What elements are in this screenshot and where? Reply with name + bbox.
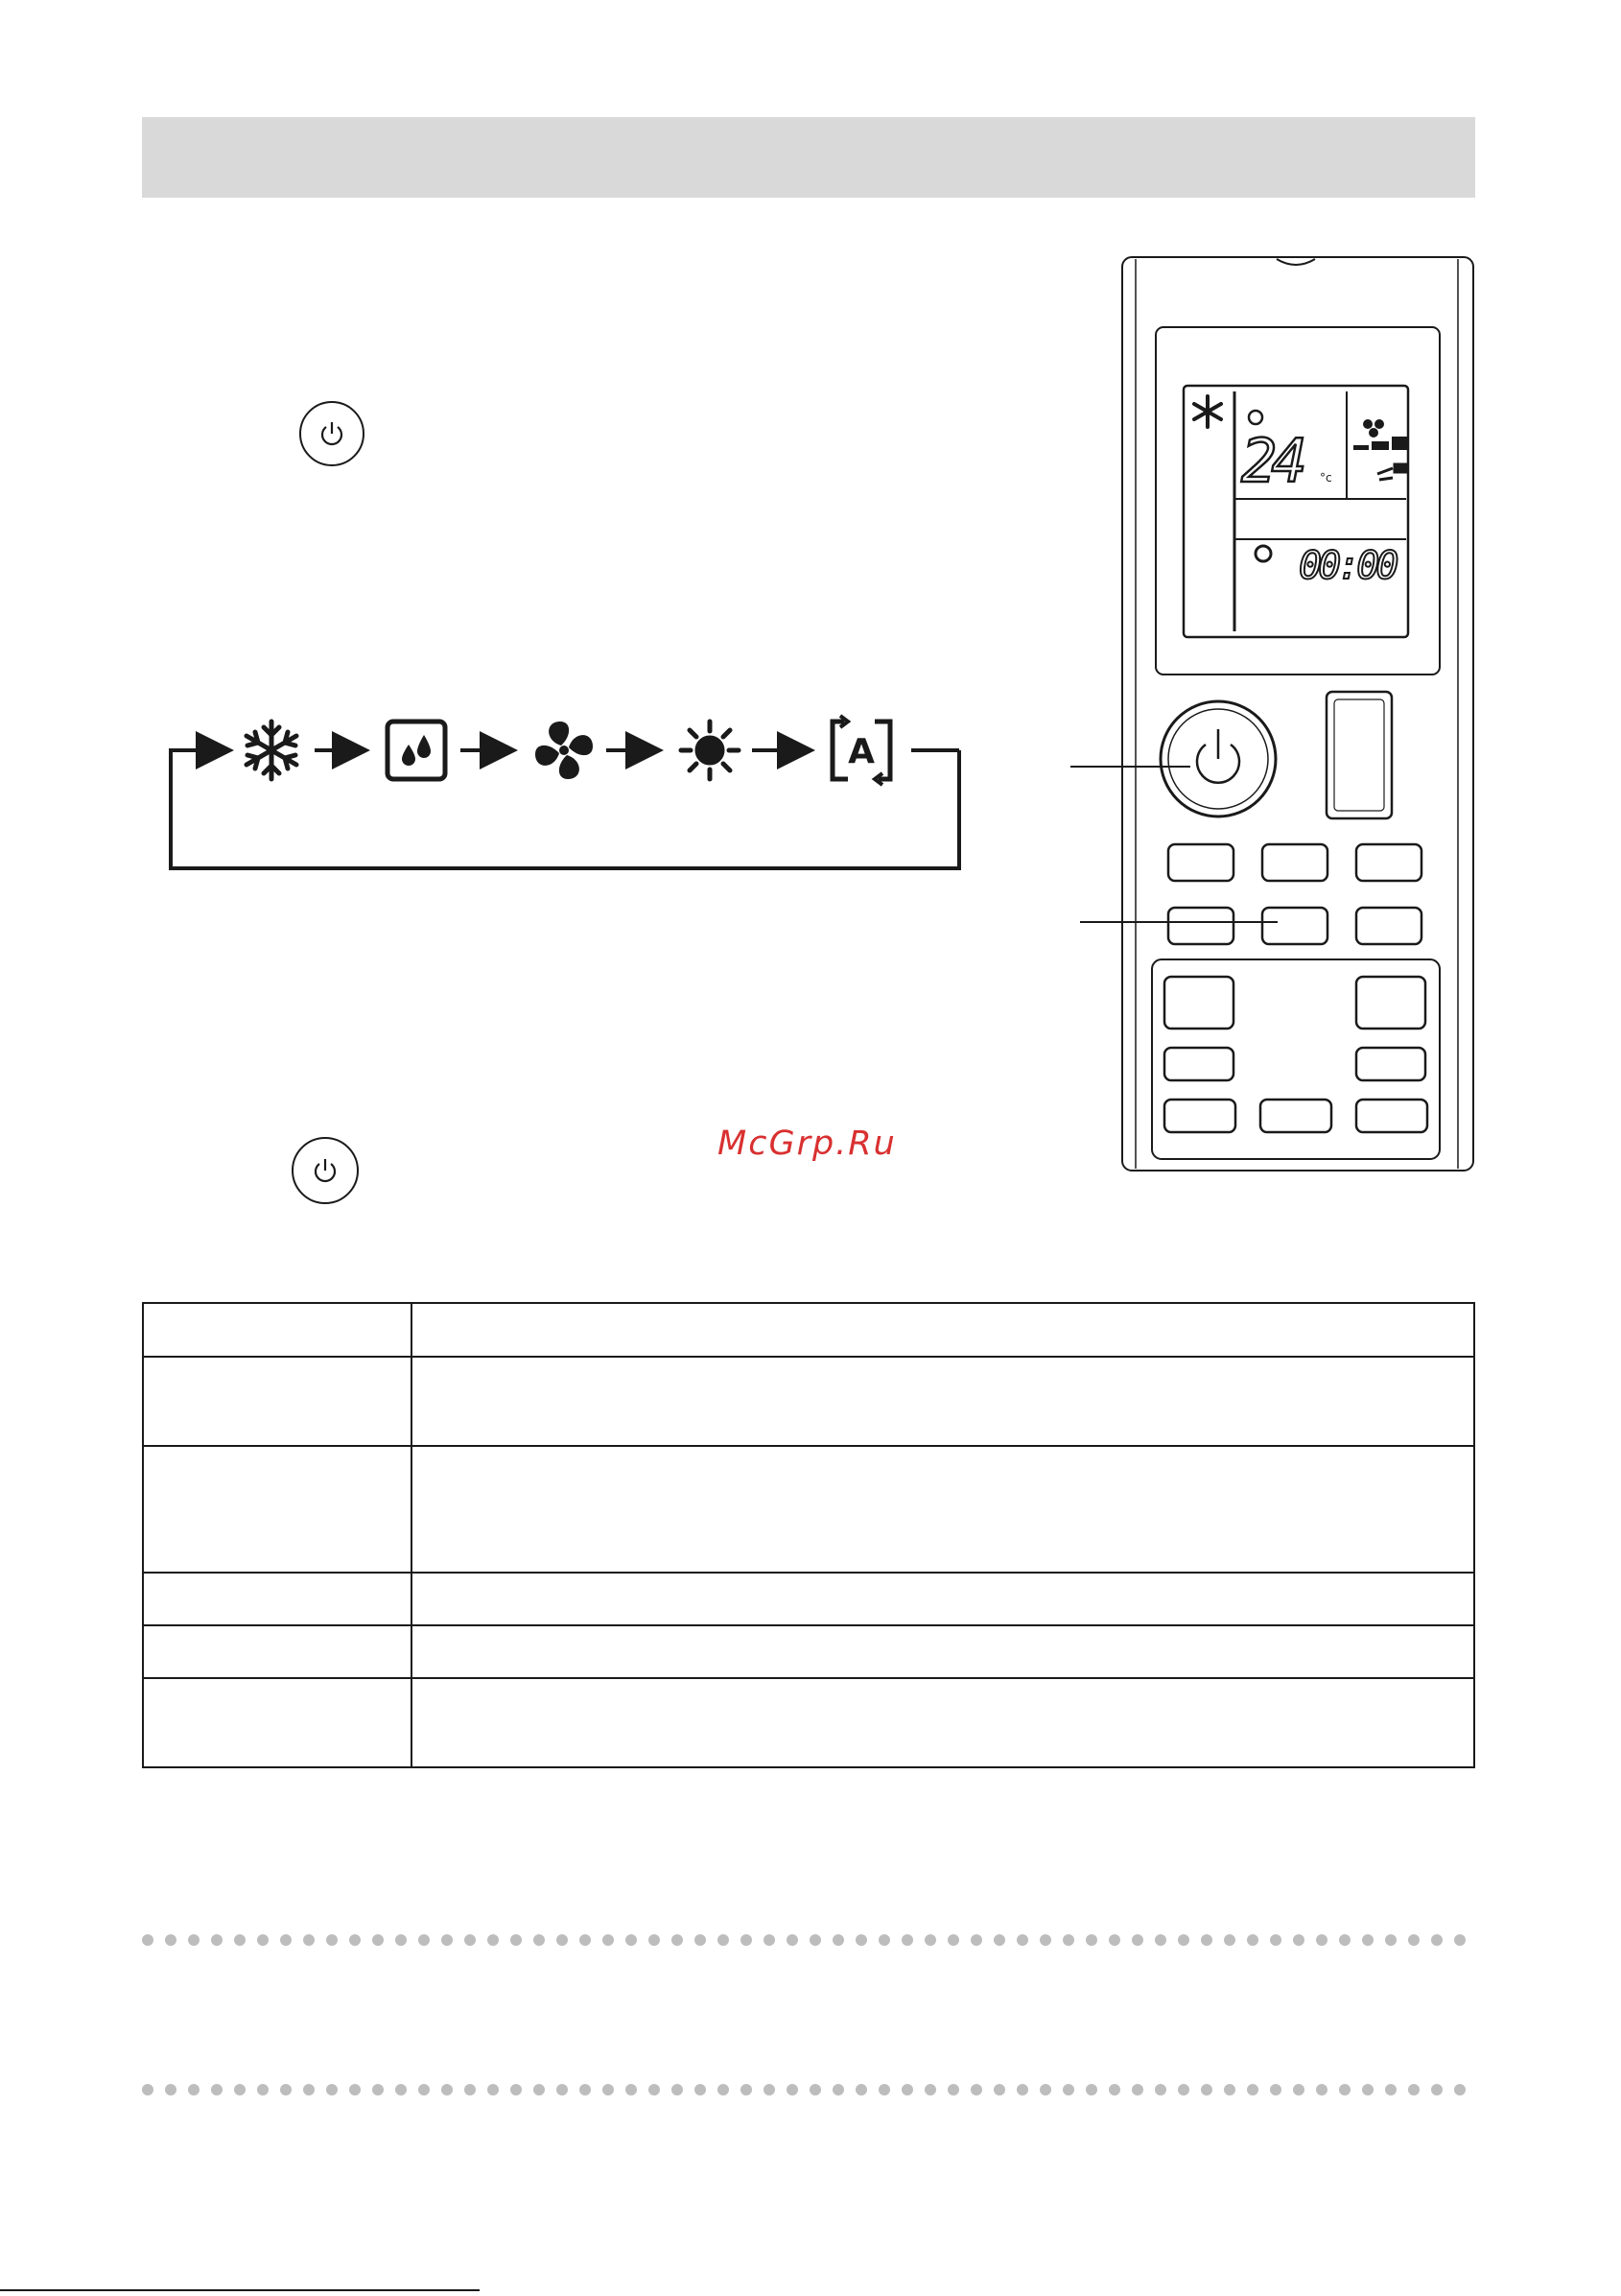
remote-button-r2c1[interactable]	[1168, 908, 1233, 944]
footer-rule	[0, 2289, 480, 2291]
table-cell	[411, 1573, 1474, 1625]
separator-dot	[441, 1934, 453, 1946]
separator-dot	[948, 2084, 959, 2095]
separator-dot	[1155, 2084, 1166, 2095]
separator-dot	[787, 1934, 798, 1946]
separator-dot	[810, 2084, 821, 2095]
separator-dot	[1408, 1934, 1420, 1946]
separator-dot	[1293, 1934, 1304, 1946]
mode-button[interactable]	[1262, 908, 1327, 944]
remote-button-r2c3[interactable]	[1356, 908, 1421, 944]
separator-dot	[326, 1934, 338, 1946]
separator-dot	[142, 2084, 153, 2095]
separator-dot	[1109, 1934, 1120, 1946]
remote-button-l2[interactable]	[1164, 1048, 1233, 1080]
separator-dot	[1339, 1934, 1351, 1946]
separator-dot	[902, 1934, 913, 1946]
remote-button-r1[interactable]	[1356, 977, 1425, 1029]
water-drop-icon	[388, 722, 445, 779]
separator-dot	[810, 1934, 821, 1946]
lcd-temperature: 24	[1241, 426, 1302, 496]
separator-dot	[1109, 2084, 1120, 2095]
separator-dot	[510, 1934, 522, 1946]
separator-dot	[234, 2084, 246, 2095]
separator-dot	[418, 1934, 430, 1946]
separator-dot	[257, 2084, 269, 2095]
table-row	[143, 1573, 1474, 1625]
separator-dot	[1040, 1934, 1051, 1946]
separator-dot	[648, 2084, 660, 2095]
fan-icon	[535, 722, 593, 779]
separator-dot	[257, 1934, 269, 1946]
table-cell	[411, 1678, 1474, 1767]
separator-dot	[717, 2084, 729, 2095]
separator-dot	[165, 2084, 176, 2095]
separator-dot	[856, 1934, 867, 1946]
remote-button-b3[interactable]	[1356, 1100, 1427, 1132]
table-row	[143, 1357, 1474, 1446]
power-button-icon	[299, 401, 364, 466]
power-icon	[309, 1154, 341, 1187]
separator-dot	[1247, 1934, 1258, 1946]
separator-dot	[487, 1934, 499, 1946]
separator-dot	[694, 2084, 706, 2095]
separator-dot	[833, 2084, 844, 2095]
separator-dot	[165, 1934, 176, 1946]
table-cell	[143, 1625, 411, 1678]
table-cell	[411, 1357, 1474, 1446]
separator-dot	[971, 1934, 982, 1946]
separator-dot	[1017, 1934, 1028, 1946]
separator-dot	[1224, 2084, 1235, 2095]
dotted-separator	[142, 2082, 1466, 2097]
separator-dot	[833, 1934, 844, 1946]
separator-dot	[533, 1934, 545, 1946]
sun-icon	[681, 722, 739, 779]
separator-dot	[211, 1934, 223, 1946]
separator-dot	[764, 2084, 775, 2095]
table-row	[143, 1625, 1474, 1678]
table-row	[143, 1303, 1474, 1357]
separator-dot	[1132, 1934, 1143, 1946]
separator-dot	[303, 2084, 315, 2095]
separator-dot	[625, 1934, 637, 1946]
separator-dot	[1178, 2084, 1189, 2095]
separator-dot	[1178, 1934, 1189, 1946]
separator-dot	[188, 1934, 200, 1946]
separator-dot	[856, 2084, 867, 2095]
watermark: McGrp.Ru	[717, 1124, 897, 1163]
remote-button-r1c1[interactable]	[1168, 844, 1233, 881]
separator-dot	[1454, 2084, 1466, 2095]
separator-dot	[464, 2084, 476, 2095]
table-cell	[143, 1357, 411, 1446]
separator-dot	[925, 1934, 936, 1946]
separator-dot	[1316, 1934, 1327, 1946]
remote-button-b2[interactable]	[1260, 1100, 1331, 1132]
separator-dot	[395, 1934, 407, 1946]
separator-dot	[717, 1934, 729, 1946]
remote-button-r2[interactable]	[1356, 1048, 1425, 1080]
remote-button-r1c2[interactable]	[1262, 844, 1327, 881]
separator-dot	[464, 1934, 476, 1946]
separator-dot	[556, 2084, 568, 2095]
separator-dot	[1017, 2084, 1028, 2095]
separator-dot	[280, 2084, 292, 2095]
separator-dot	[1201, 2084, 1212, 2095]
table-cell	[411, 1303, 1474, 1357]
separator-dot	[671, 1934, 683, 1946]
mode-table	[142, 1302, 1475, 1768]
table-cell	[143, 1446, 411, 1573]
separator-dot	[579, 1934, 591, 1946]
separator-dot	[349, 1934, 361, 1946]
table-cell	[411, 1446, 1474, 1573]
separator-dot	[1385, 2084, 1397, 2095]
separator-dot	[740, 1934, 752, 1946]
separator-dot	[740, 2084, 752, 2095]
separator-dot	[925, 2084, 936, 2095]
separator-dot	[648, 1934, 660, 1946]
separator-dot	[372, 1934, 384, 1946]
table-cell	[143, 1573, 411, 1625]
separator-dot	[418, 2084, 430, 2095]
separator-dot	[1040, 2084, 1051, 2095]
separator-dot	[487, 2084, 499, 2095]
remote-temp-rocker-button[interactable]	[1327, 692, 1392, 818]
separator-dot	[1339, 2084, 1351, 2095]
separator-dot	[372, 2084, 384, 2095]
separator-dot	[602, 1934, 614, 1946]
separator-dot	[556, 1934, 568, 1946]
separator-dot	[994, 2084, 1005, 2095]
separator-dot	[1270, 2084, 1281, 2095]
separator-dot	[280, 1934, 292, 1946]
table-cell	[411, 1625, 1474, 1678]
power-icon	[316, 417, 348, 450]
power-leader-line	[1070, 766, 1190, 768]
remote-button-r1c3[interactable]	[1356, 844, 1421, 881]
separator-dot	[1132, 2084, 1143, 2095]
separator-dot	[879, 2084, 890, 2095]
separator-dot	[1385, 1934, 1397, 1946]
separator-dot	[1247, 2084, 1258, 2095]
separator-dot	[671, 2084, 683, 2095]
remote-control-illustration	[1070, 255, 1475, 1176]
mode-cycle-diagram	[163, 710, 969, 878]
section-header-bar	[142, 117, 1475, 198]
power-button-icon	[292, 1137, 359, 1204]
separator-dot	[902, 2084, 913, 2095]
remote-button-l1[interactable]	[1164, 977, 1233, 1029]
separator-dot	[1201, 1934, 1212, 1946]
separator-dot	[879, 1934, 890, 1946]
lcd-temperature-unit: °c	[1320, 471, 1332, 485]
remote-button-b1[interactable]	[1164, 1100, 1235, 1132]
separator-dot	[579, 2084, 591, 2095]
separator-dot	[1408, 2084, 1420, 2095]
separator-dot	[234, 1934, 246, 1946]
dotted-separator	[142, 1932, 1466, 1948]
separator-dot	[1086, 1934, 1097, 1946]
separator-dot	[441, 2084, 453, 2095]
separator-dot	[1431, 2084, 1443, 2095]
snowflake-icon	[247, 722, 296, 779]
separator-dot	[142, 1934, 153, 1946]
separator-dot	[510, 2084, 522, 2095]
separator-dot	[971, 2084, 982, 2095]
separator-dot	[1086, 2084, 1097, 2095]
separator-dot	[395, 2084, 407, 2095]
separator-dot	[1362, 1934, 1374, 1946]
separator-dot	[1270, 1934, 1281, 1946]
separator-dot	[533, 2084, 545, 2095]
lcd-timer: 00:00	[1299, 544, 1396, 588]
separator-dot	[625, 2084, 637, 2095]
separator-dot	[1316, 2084, 1327, 2095]
separator-dot	[303, 1934, 315, 1946]
separator-dot	[994, 1934, 1005, 1946]
table-cell	[143, 1678, 411, 1767]
separator-dot	[1155, 1934, 1166, 1946]
separator-dot	[1293, 2084, 1304, 2095]
separator-dot	[1431, 1934, 1443, 1946]
separator-dot	[694, 1934, 706, 1946]
auto-mode-icon	[833, 716, 890, 785]
svg-text:A: A	[848, 732, 875, 771]
separator-dot	[1063, 1934, 1074, 1946]
separator-dot	[1224, 1934, 1235, 1946]
separator-dot	[1063, 2084, 1074, 2095]
separator-dot	[188, 2084, 200, 2095]
table-row	[143, 1678, 1474, 1767]
separator-dot	[764, 1934, 775, 1946]
separator-dot	[211, 2084, 223, 2095]
mode-leader-line	[1080, 921, 1278, 923]
separator-dot	[602, 2084, 614, 2095]
separator-dot	[787, 2084, 798, 2095]
table-cell	[143, 1303, 411, 1357]
table-row	[143, 1446, 1474, 1573]
separator-dot	[1362, 2084, 1374, 2095]
separator-dot	[948, 1934, 959, 1946]
separator-dot	[326, 2084, 338, 2095]
separator-dot	[1454, 1934, 1466, 1946]
separator-dot	[349, 2084, 361, 2095]
